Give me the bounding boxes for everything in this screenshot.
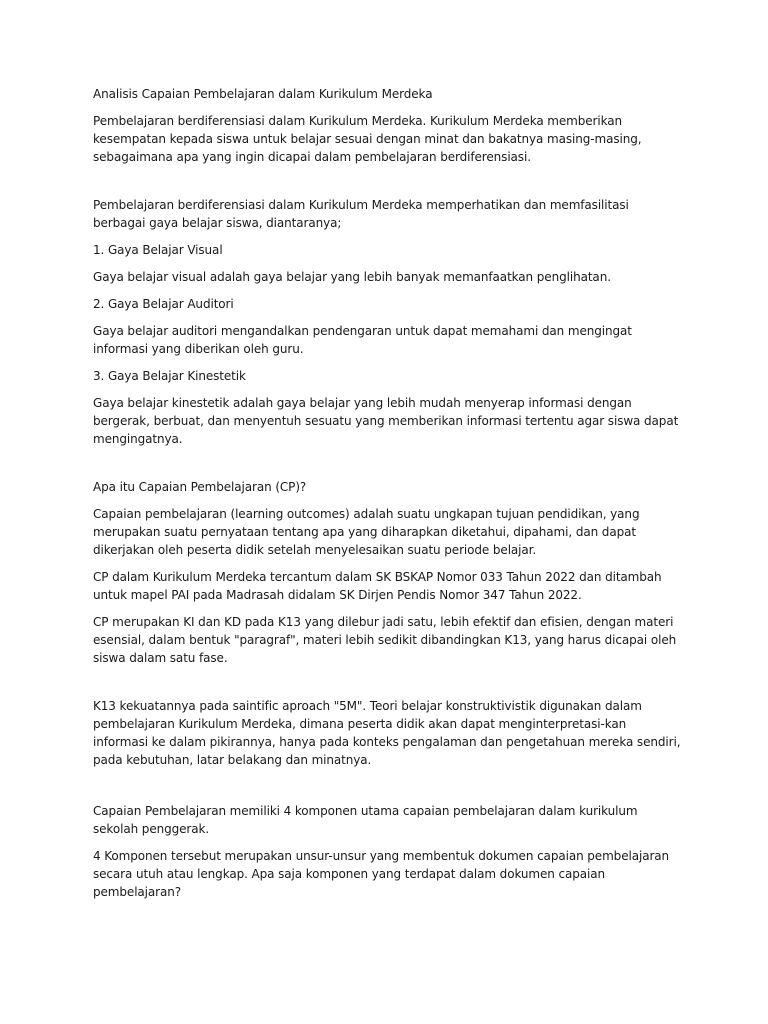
paragraph-komponen-detail: 4 Komponen tersebut merupakan unsur-unsur yang membentuk dokumen capaian pembelajaran secara utuh atau lengkap. Apa saja komponen yang terdapat dalam dokumen capaian pembelajaran? xyxy=(93,849,670,899)
paragraph-k13-5m: K13 kekuatannya pada saintific aproach "5M". Teori belajar konstruktivistik digunakan dalam pembelajaran Kurikulum Merdeka, dimana peserta didik akan dapat menginterpretasi-kan informasi ke dalam pikirannya, hanya pada konteks pengalaman dan pengetahuan mereka sendiri, pada kebutuhan, latar belakang dan minatnya. xyxy=(93,699,681,767)
document-body xyxy=(93,85,683,910)
heading-kinestetik: 3. Gaya Belajar Kinestetik xyxy=(93,369,246,383)
spacer xyxy=(93,676,683,697)
paragraph-cp-sk: CP dalam Kurikulum Merdeka tercantum dalam SK BSKAP Nomor 033 Tahun 2022 dan ditambah untuk mapel PAI pada Madrasah didalam SK Dirjen Pendis Nomor 347 Tahun 2022. xyxy=(93,570,662,602)
paragraph-cp-definition: Capaian pembelajaran (learning outcomes) adalah suatu ungkapan tujuan pendidikan, yang merupakan suatu pernyataan tentang apa yang diharapkan diketahui, dipahami, dan dapat dikerjakan oleh peserta didik setelah menyelesaikan suatu periode belajar. xyxy=(93,507,640,557)
paragraph-kinestetik: Gaya belajar kinestetik adalah gaya belajar yang lebih mudah menyerap informasi dengan bergerak, berbuat, dan menyentuh sesuatu yang memberikan informasi tertentu agar siswa dapat mengingatnya. xyxy=(93,396,679,446)
spacer xyxy=(93,175,683,196)
paragraph-komponen: Capaian Pembelajaran memiliki 4 komponen utama capaian pembelajaran dalam kurikulum sekolah penggerak. xyxy=(93,804,638,836)
heading-cp-question: Apa itu Capaian Pembelajaran (CP)? xyxy=(93,480,307,494)
heading-auditori: 2. Gaya Belajar Auditori xyxy=(93,297,234,311)
paragraph-intro: Pembelajaran berdiferensiasi dalam Kurikulum Merdeka. Kurikulum Merdeka memberikan kesempatan kepada siswa untuk belajar sesuai dengan minat dan bakatnya masing-masing, sebagaimana apa yang ingin dicapai dalam pembelajaran berdiferensiasi. xyxy=(93,114,642,164)
paragraph-visual: Gaya belajar visual adalah gaya belajar yang lebih banyak memanfaatkan penglihatan. xyxy=(93,270,611,284)
spacer xyxy=(93,457,683,478)
heading-visual: 1. Gaya Belajar Visual xyxy=(93,243,223,257)
document-title: Analisis Capaian Pembelajaran dalam Kurikulum Merdeka xyxy=(93,87,433,101)
paragraph-learning-styles: Pembelajaran berdiferensiasi dalam Kurikulum Merdeka memperhatikan dan memfasilitasi berbagai gaya belajar siswa, diantaranya; xyxy=(93,198,629,230)
paragraph-cp-k13: CP merupakan KI dan KD pada K13 yang dilebur jadi satu, lebih efektif dan efisien, dengan materi esensial, dalam bentuk "paragraf", materi lebih sedikit dibandingkan K13, yang harus dicapai oleh siswa dalam satu fase. xyxy=(93,615,677,665)
paragraph-auditori: Gaya belajar auditori mengandalkan pendengaran untuk dapat memahami dan mengingat informasi yang diberikan oleh guru. xyxy=(93,324,632,356)
spacer xyxy=(93,778,683,802)
